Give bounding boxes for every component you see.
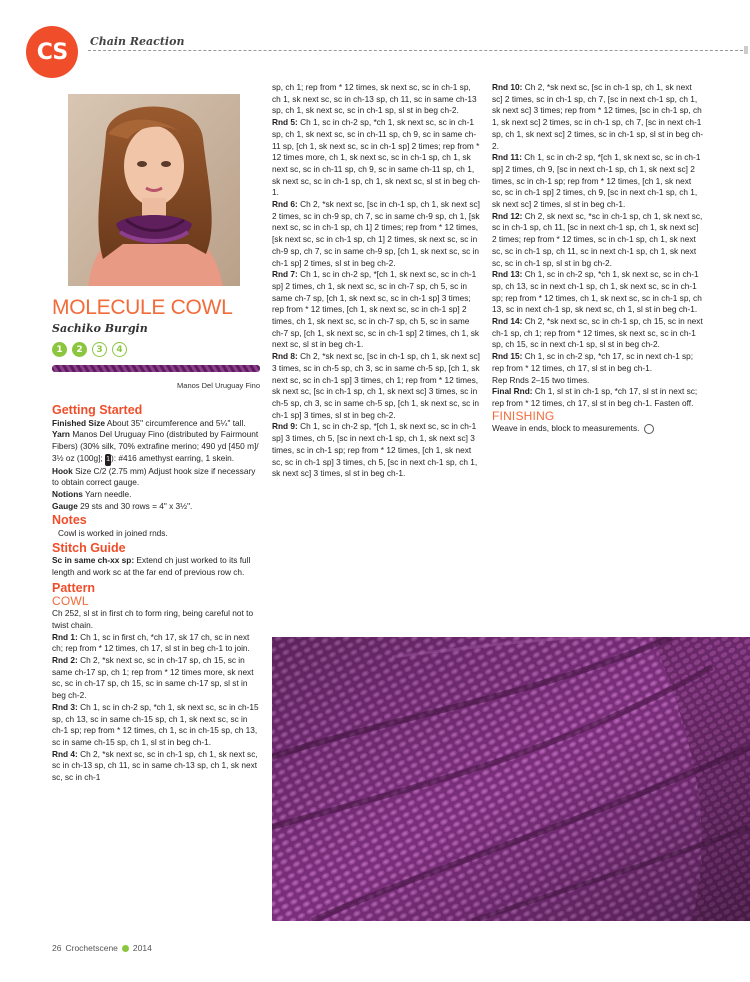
finishing-text: Weave in ends, block to measurements.: [492, 423, 640, 434]
skill-level-1-icon: 1: [52, 342, 67, 357]
round-label: Rnd 10:: [492, 82, 523, 92]
round-4-continued: sp, ch 1; rep from * 12 times, sk next sc, sc in ch-1 sp, ch 1, sk next sc, sc in ch-13 sp, ch 11, sc in same ch-13 sp, ch 1, sk next sc, sc in ch-1 sp, sl st in beg ch-2.: [272, 82, 477, 116]
pattern-title: MOLECULE COWL: [52, 296, 233, 319]
skill-level-2-icon: 2: [72, 342, 87, 357]
section-badge: CS: [26, 26, 78, 78]
end-mark-icon: [644, 424, 654, 434]
header-edge-mark: [744, 46, 748, 54]
page-footer: [52, 943, 152, 953]
section-title: Chain Reaction: [90, 35, 185, 48]
round-text: Ch 1, sc in ch-2 sp, *[ch 1, sk next sc, sc in ch-1 sp] 3 times, ch 5, [sc in next ch-1 sp, ch 1, sk next sc] 3 times, sc in ch-1 sp; rep from * 12 times, [ch 1, sk next sc, sc in ch-1 sp] 3 times, ch 5, [sc in next ch-1 sp, ch 1, sk next sc] 3 times, sl st in beg ch-1.: [272, 421, 478, 479]
round-8: [272, 351, 480, 421]
gauge-label: Gauge: [52, 500, 78, 511]
round-label: Rnd 1:: [52, 631, 78, 642]
round-text: Ch 1, sc in ch-2 sp, *ch 17, sc in next ch-1 sp; rep from * 12 times, ch 17, sl st in beg ch-1.: [492, 351, 694, 373]
round-label: Rnd 14:: [492, 316, 523, 327]
yarn-label: Yarn: [52, 429, 70, 440]
round-text: Ch 1, sc in ch-2 sp, *[ch 1, sk next sc, sc in ch-1 sp] 2 times, ch 9, [sc in next ch-1 sp, ch 1, sk next sc] 2 times, sc in ch-1 sp; rep from * 12 times, [ch 1, sk next sc, sc in ch-1 sp] 2 times, ch 9, [sc in next ch-1 sp, ch 1, sk next sc] 2 times, sl st in beg ch-1.: [492, 152, 701, 210]
round-label: Rnd 5:: [272, 117, 298, 128]
round-text: Ch 2, *sk next sc, [sc in ch-1 sp, ch 1, sk next sc] 3 times, sc in ch-5 sp, ch 3, sc in same ch-5 sp, [ch 1, sk next sc, sc in ch-1 sp] 3 times, ch 1; rep from * 12 times, sk next sc, [sc in ch-1 sp, ch 1, sk next sc] 3 times, sc in ch-5 sp, ch 3, sc in same ch-5 sp, [ch 1, sk next sc, sc in ch-1 sp] 3 times, sl st in beg ch-2.: [272, 351, 480, 420]
hook-label: Hook: [52, 465, 73, 476]
round-label: Rnd 11:: [492, 152, 522, 163]
round-3: [52, 702, 260, 749]
round-text: Ch 2, *sk next sc, [sc in ch-1 sp, ch 1, sk next sc] 2 times, sc in ch-9 sp, ch 7, sc in same ch-9 sp, ch 1, [sk next sc, sc in ch-1 sp, ch 1] 2 times; rep from * 12 times, [sk next sc, sc in ch-1 sp, ch 1] 2 times, sk next sc, sc in ch-9 sp, ch 7, sc in same ch-9 sp, [ch 1, sk next sc, sc in ch-1 sp] 2 times, sl st in beg ch-2.: [272, 199, 480, 268]
finished-size-label: Finished Size: [52, 417, 106, 428]
finished-size: [52, 418, 260, 430]
notions-label: Notions: [52, 488, 83, 499]
cowl-subheading: COWL: [52, 593, 89, 608]
round-label: Rnd 9:: [272, 421, 298, 432]
finishing-text-line: [492, 423, 704, 435]
yarn-caption: Manos Del Uruguay Fino: [177, 381, 260, 390]
notes-heading: Notes: [52, 513, 87, 528]
round-label: Rnd 6:: [272, 199, 298, 210]
round-text: Ch 2, *sk next sc, sc in ch-17 sp, ch 15, sc in same ch-17 sp, ch 1; rep from * 12 times more, sk next sc, sc in ch-17 sp, ch 15, sc in same ch-17 sp, sl st in beg ch-2.: [52, 655, 254, 701]
skill-level-4-icon: 4: [112, 342, 127, 357]
hook-spec: [52, 466, 260, 489]
cowl-detail-photo: [272, 637, 750, 921]
column-3: [492, 82, 704, 435]
round-text: Ch 2, *sk next sc, [sc in ch-1 sp, ch 1, sk next sc] 2 times, sc in ch-1 sp, ch 7, [sc in next ch-1 sp, ch 1, sk next sc] 3 times; rep from * 12 times, [sc in ch-1 sp, ch 1, sk next sc] 2 times, sc in ch-1 sp, ch 7, [sc in next ch-1 sp, ch 1, sk next sc] 2 times, sc in ch-1 sp, sl st in beg ch-2.: [492, 82, 704, 151]
page-number: 26: [52, 943, 62, 953]
yarn-value-a: Manos Del Uruguay Fino (distributed by Fairmount Fibers) (30% silk, 70% extrafine merino; 490 yd [450 m]/ 3½ oz (100g];: [52, 429, 259, 463]
round-text: Ch 1, sc in ch-2 sp, *ch 1, sk next sc, sc in ch-15 sp, ch 13, sc in same ch-15 sp, ch 1, sk next sc, sc in ch-1 sp; rep from * 12 times, ch 1, sc in ch-15 sp, ch 13, sc in same ch-15 sp, ch 1, sl st in beg ch-1.: [52, 701, 259, 747]
round-14: [492, 316, 704, 351]
magazine-year: 2014: [132, 943, 152, 953]
round-text: Ch 1, sc in ch-2 sp, *ch 1, sk next sc, sc in ch-1 sp, ch 1, sk next sc, sc in ch-11 sp, ch 9, sc in same ch-11 sp, [ch 1, sk next sc, sc in ch-1 sp] 2 times; rep from * 12 times more, ch 1, sk next sc, sc in ch-1 sp, ch 1, sk next sc, sc in ch-11 sp, ch 9, sc in same ch-11 sp, ch 1, sk next sc, sc in ch-1 sp, ch 1, sk next sc, sl st in beg ch-1.: [272, 117, 480, 198]
skill-level-3-icon: 3: [92, 342, 107, 357]
round-text: Ch 1, sc in ch-2 sp, *ch 1, sk next sc, sc in ch-1 sp, ch 13, sc in next ch-1 sp, ch 1, sk next sc, sc in ch-1 sp; rep from * 12 times, ch 1, sk next sc, sc in ch-1 sp, ch 13, sc in next ch-1 sp, sk next sc, ch 1, sl st in beg ch-1.: [492, 269, 702, 315]
round-label: Rnd 7:: [272, 269, 298, 280]
pattern-intro: Ch 252, sl st in first ch to form ring, being careful not to twist chain.: [52, 608, 254, 630]
round-text: Ch 1, sc in ch-2 sp, *[ch 1, sk next sc, sc in ch-1 sp] 2 times, ch 1, sk next sc, sc in ch-7 sp, ch 5, sc in same ch-7 sp, [ch 1, sk next sc, sc in ch-1 sp] 3 times; rep from * 12 times, [ch 1, sk next sc, sc in ch-1 sp] 2 times, ch 1, sk next sc, sc in ch-7 sp, ch 5, sc in same ch-7 sp, [ch 1, sk next sc, sc in ch-1 sp] 2 times, ch 1, sk next sc, sl st in beg ch-1.: [272, 269, 480, 350]
round-text: Ch 2, sk next sc, *sc in ch-1 sp, ch 1, sk next sc, sc in ch-1 sp, ch 11, [sc in next ch-1 sp, ch 1, sk next sc] 2 times; rep from * 12 times, sc in ch-1 sp, ch 1, sk next sc, sc in ch-1 sp, ch 11, sc in next ch-1 sp, ch 1, sk next sc, sc in ch-1 sp, sl st in bg ch-2.: [492, 210, 703, 268]
round-1: [52, 632, 260, 655]
round-10: [492, 82, 704, 152]
round-text: Ch 2, *sk next sc, sc in ch-1 sp, ch 1, sk next sc, sc in ch-13 sp, ch 11, sc in same ch-13 sp, ch 1, sk next sc, sc in ch-1: [52, 748, 258, 783]
pattern-heading: Pattern: [52, 580, 96, 595]
stitch-guide-entry: [52, 555, 260, 578]
magazine-name: Crochetscene: [65, 943, 118, 953]
round-label: Rnd 12:: [492, 210, 523, 221]
round-9: [272, 421, 480, 480]
model-photo-illustration: [68, 94, 240, 286]
repeat-instruction: Rep Rnds 2–15 two times.: [492, 374, 590, 385]
round-text: Ch 2, *sk next sc, sc in ch-1 sp, ch 15, sc in next ch-1 sp, ch 1; rep from * 12 times, sk next sc, sc in ch-1 sp, ch 15, sc in next ch-1 sp, sl st in beg ch-2.: [492, 316, 703, 350]
yarn-spec: [52, 429, 260, 465]
round-13: [492, 269, 704, 316]
round-6: [272, 199, 480, 269]
finishing-heading: FINISHING: [492, 408, 555, 423]
round-label: Rnd 3:: [52, 701, 78, 712]
round-label: Rnd 15:: [492, 351, 523, 362]
yarn-value-b: ): #416 amethyst earring, 1 skein.: [110, 452, 235, 463]
final-round: [492, 386, 704, 409]
round-label: Rnd 13:: [492, 269, 523, 280]
yarn-weight-icon: 1: [105, 454, 111, 466]
finished-size-value: About 35" circumference and 5¼" tall.: [106, 417, 246, 428]
model-photo: [68, 94, 240, 286]
round-5: [272, 117, 480, 199]
round-15: [492, 351, 704, 374]
notes-text: Cowl is worked in joined rnds.: [58, 528, 168, 539]
round-4-start: [52, 749, 260, 784]
column-1: [52, 403, 260, 784]
notions-value: Yarn needle.: [85, 488, 132, 499]
hook-value: Size C/2 (2.75 mm) Adjust hook size if necessary to obtain correct gauge.: [52, 465, 256, 488]
round-label: Rnd 4:: [52, 748, 78, 759]
designer-name: Sachiko Burgin: [52, 322, 148, 335]
gauge-spec: [52, 501, 260, 513]
yarn-strand-image: [52, 365, 260, 372]
footer-dot-icon: [122, 945, 129, 952]
round-text: Ch 1, sl st in ch-1 sp, *ch 17, sl st in next sc; rep from * 12 times, ch 17, sl st in beg ch-1. Fasten off.: [492, 386, 698, 408]
getting-started-heading: Getting Started: [52, 403, 143, 417]
round-label: Rnd 8:: [272, 351, 298, 362]
skill-level-indicator: [52, 342, 127, 357]
notions-spec: [52, 489, 260, 501]
round-label: Rnd 2:: [52, 655, 78, 666]
column-2: [272, 82, 480, 480]
round-2: [52, 655, 260, 702]
stitch-guide-heading: Stitch Guide: [52, 540, 126, 555]
cowl-detail-illustration: [272, 637, 750, 921]
round-label: Final Rnd:: [492, 386, 533, 397]
stitch-guide-text: Extend ch just worked to its full length and work sc at the far end of previous row ch.: [52, 555, 251, 578]
gauge-value: 29 sts and 30 rows = 4" x 3½".: [80, 500, 193, 511]
round-7: [272, 269, 480, 351]
round-text: Ch 1, sc in first ch, *ch 17, sk 17 ch, sc in next ch; rep from * 12 times, ch 17, sl st in beg ch-1 to join.: [52, 631, 250, 654]
header-divider: [88, 50, 743, 51]
round-11: [492, 152, 704, 211]
round-12: [492, 211, 704, 270]
stitch-guide-label: Sc in same ch-xx sp:: [52, 555, 135, 566]
